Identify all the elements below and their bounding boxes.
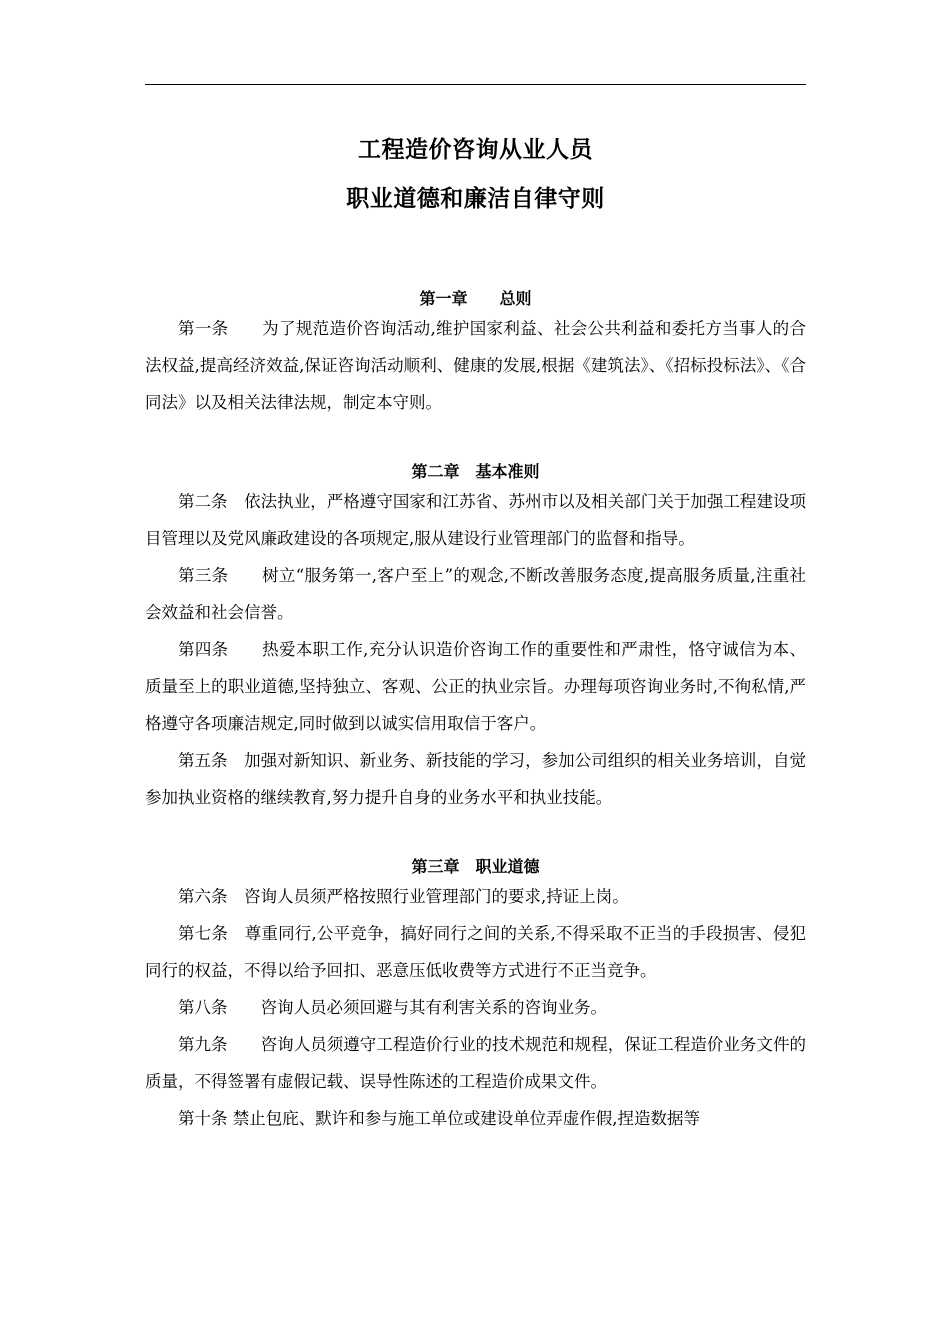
article-3 (145, 557, 806, 631)
chapter-1 (145, 288, 806, 421)
article-text: 咨询人员须遵守工程造价行业的技术规范和规程，保证工程造价业务文件的质量，不得签署有虚假记载、误导性陈述的工程造价成果文件。 (145, 1035, 807, 1091)
article-text: 禁止包庇、默许和参与施工单位或建设单位弄虚作假,捏造数据等 (232, 1109, 700, 1128)
article-number: 第五条 (178, 751, 245, 770)
article-text: 依法执业，严格遵守国家和江苏省、苏州市以及相关部门关于加强工程建设项目管理以及党风廉政建设的各项规定,服从建设行业管理部门的监督和指导。 (145, 492, 807, 548)
document-title-line1: 工程造价咨询从业人员 (358, 137, 593, 163)
chapter-heading: 第一章 总则 (419, 289, 532, 308)
document-title-line2: 职业道德和廉洁自律守则 (346, 186, 605, 212)
chapter-3 (145, 856, 806, 1137)
article-text: 加强对新知识、新业务、新技能的学习，参加公司组织的相关业务培训，自觉参加执业资格的继续教育,努力提升自身的业务水平和执业技能。 (145, 751, 807, 807)
article-1 (145, 310, 806, 421)
article-number: 第七条 (178, 924, 245, 943)
article-text: 咨询人员必须回避与其有利害关系的咨询业务。 (260, 998, 607, 1017)
article-number: 第四条 (178, 640, 263, 659)
article-text: 树立“服务第一,客户至上”的观念,不断改善服务态度,提高服务质量,注重社会效益和社会信誉。 (145, 566, 807, 622)
article-8 (145, 989, 806, 1026)
article-text: 为了规范造价咨询活动,维护国家利益、社会公共利益和委托方当事人的合法权益,提高经济效益,保证咨询活动顺利、健康的发展,根据《建筑法》、《招标投标法》、《合同法》以及相关法律法规，制定本守则。 (145, 319, 806, 412)
article-number: 第十条 (178, 1109, 233, 1128)
article-9 (145, 1026, 806, 1100)
article-number: 第二条 (178, 492, 245, 511)
article-5 (145, 742, 806, 816)
article-number: 第六条 (178, 887, 244, 906)
article-4 (145, 631, 806, 742)
chapter-heading: 第二章 基本准则 (411, 462, 540, 481)
article-2 (145, 483, 806, 557)
article-number: 第九条 (178, 1035, 261, 1054)
article-number: 第一条 (178, 319, 263, 338)
article-number: 第三条 (178, 566, 263, 585)
document-body (145, 288, 806, 1137)
article-7 (145, 915, 806, 989)
article-text: 热爱本职工作,充分认识造价咨询工作的重要性和严肃性，恪守诚信为本、质量至上的职业道德,坚持独立、客观、公正的执业宗旨。办理每项咨询业务时,不徇私情,严格遵守各项廉洁规定,同时做到以诚实信用取信于客户。 (145, 640, 806, 733)
article-number: 第八条 (178, 998, 261, 1017)
article-10 (145, 1100, 806, 1137)
chapter-heading: 第三章 职业道德 (411, 857, 540, 876)
article-6 (145, 878, 806, 915)
article-text: 咨询人员须严格按照行业管理部门的要求,持证上岗。 (244, 887, 629, 906)
article-text: 尊重同行,公平竞争，搞好同行之间的关系,不得采取不正当的手段损害、侵犯同行的权益，不得以给予回扣、恶意压低收费等方式进行不正当竞争。 (145, 924, 807, 980)
chapter-2 (145, 461, 806, 816)
header-rule (145, 84, 806, 85)
